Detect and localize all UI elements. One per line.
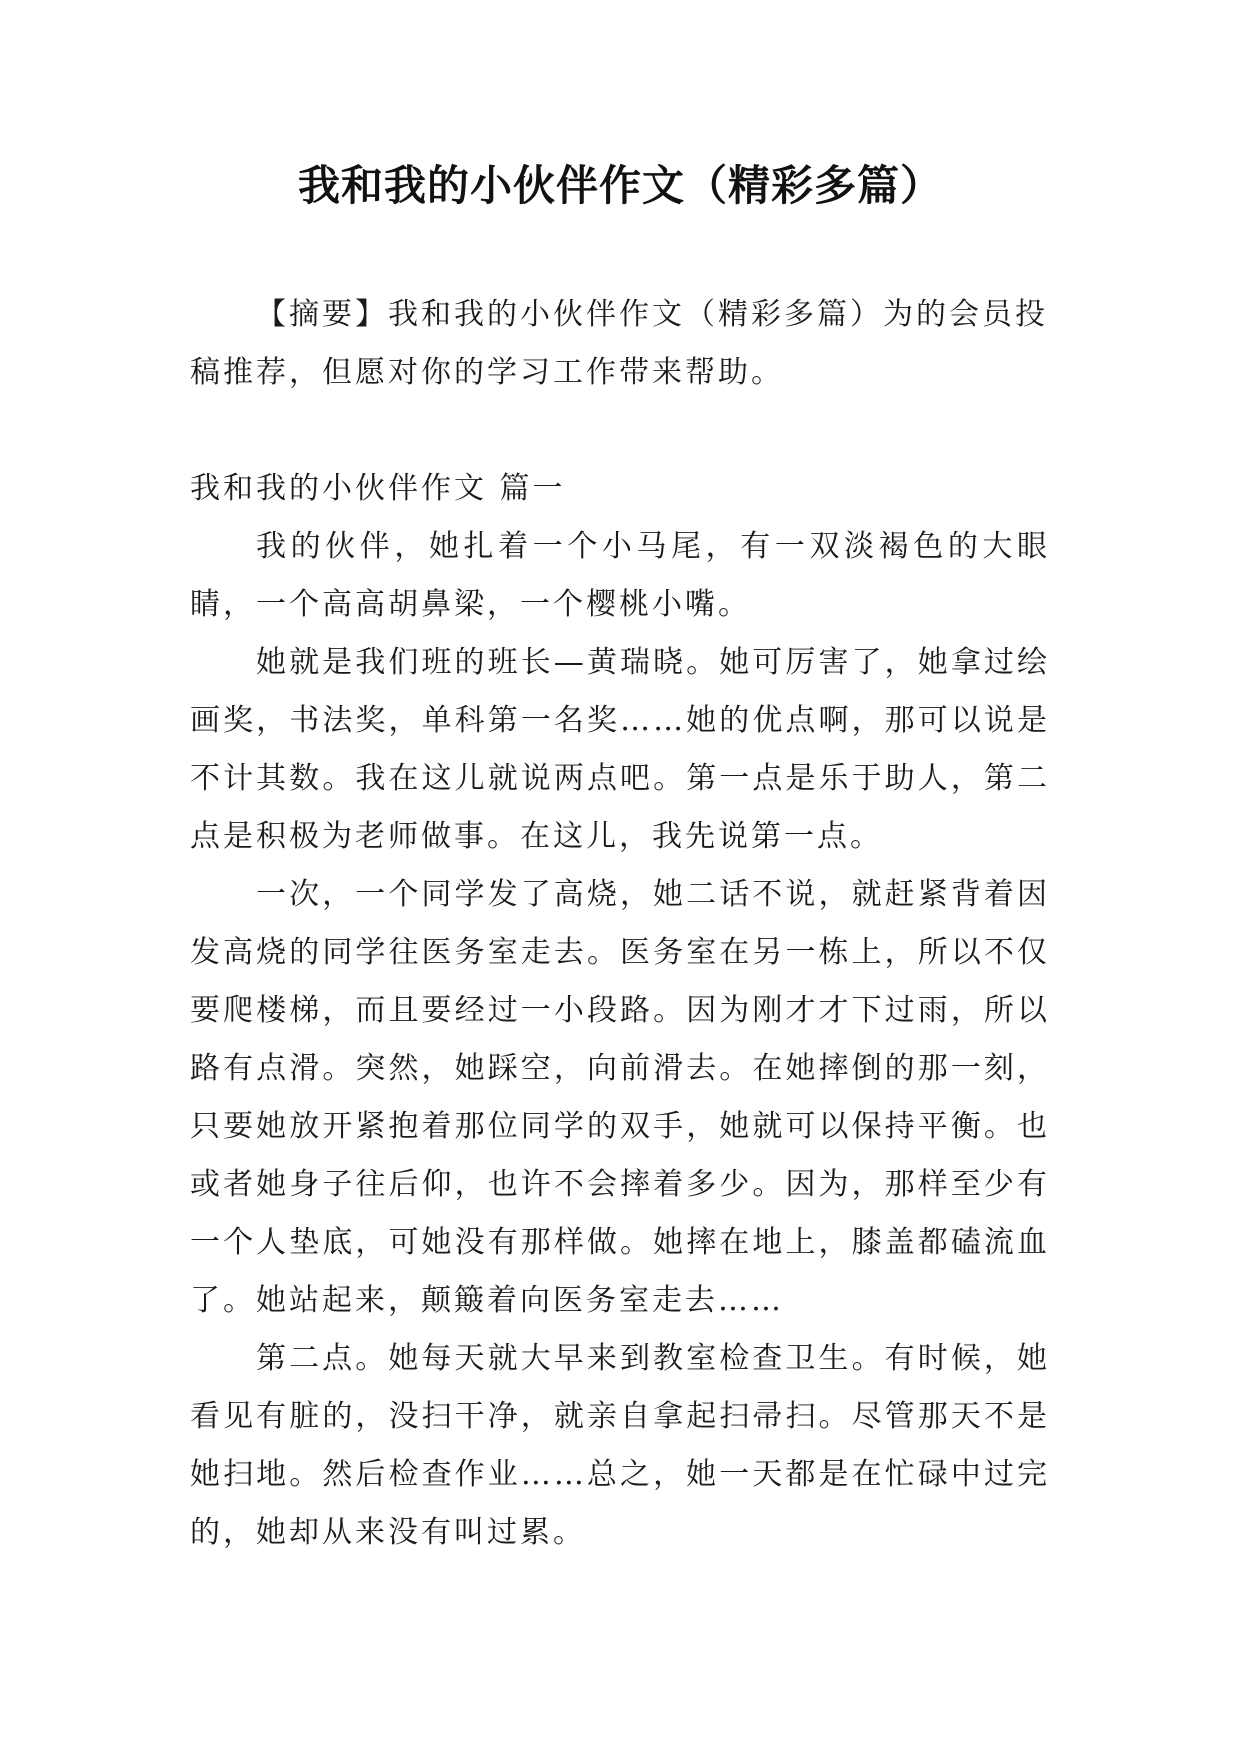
- document-title: 我和我的小伙伴作文（精彩多篇）: [297, 161, 943, 210]
- section-heading: 我和我的小伙伴作文 篇一: [190, 471, 566, 506]
- body-paragraph-1: 我的伙伴，她扎着一个小马尾，有一双淡褐色的大眼睛，一个高高胡鼻梁，一个樱桃小嘴。: [190, 529, 1050, 622]
- body-paragraph-2: 她就是我们班的班长—黄瑞晓。她可厉害了，她拿过绘画奖，书法奖，单科第一名奖……她的优点啊，那可以说是不计其数。我在这儿就说两点吧。第一点是乐于助人，第二点是积极为老师做事。在这儿，我先说第一点。: [190, 645, 1050, 854]
- essay-section: [190, 460, 1050, 1562]
- abstract-paragraph: 【摘要】我和我的小伙伴作文（精彩多篇）为的会员投稿推荐，但愿对你的学习工作带来帮助。: [190, 297, 1048, 390]
- body-paragraph-3: 一次，一个同学发了高烧，她二话不说，就赶紧背着因发高烧的同学往医务室走去。医务室在另一栋上，所以不仅要爬楼梯，而且要经过一小段路。因为刚才才下过雨，所以路有点滑。突然，她踩空，向前滑去。在她摔倒的那一刻，只要她放开紧抱着那位同学的双手，她就可以保持平衡。也或者她身子往后仰，也许不会摔着多少。因为，那样至少有一个人垫底，可她没有那样做。她摔在地上，膝盖都磕流血了。她站起来，颠簸着向医务室走去……: [190, 877, 1050, 1318]
- body-paragraph-4: 第二点。她每天就大早来到教室检查卫生。有时候，她看见有脏的，没扫干净，就亲自拿起扫帚扫。尽管那天不是她扫地。然后检查作业……总之，她一天都是在忙碌中过完的，她却从来没有叫过累。: [190, 1341, 1050, 1550]
